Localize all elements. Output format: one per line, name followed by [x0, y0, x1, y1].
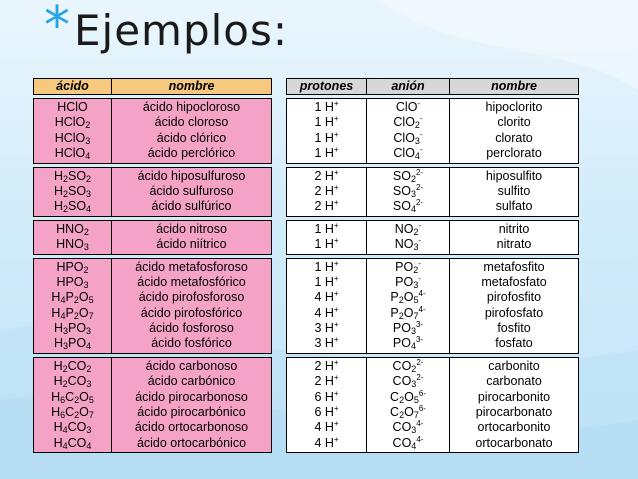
anion-name-cell: hiposulfito: [485, 168, 543, 183]
anion-name-cell: clorato: [495, 130, 533, 145]
anion-name-cell: pirocarbonato: [475, 405, 553, 420]
anion-group: [286, 220, 579, 255]
acid-name-cell: ácido sulfúrico: [151, 199, 232, 214]
anion-formula-cell: $C_2O_7^{6-}$: [390, 404, 426, 421]
acid-formula-cell: HClO: [57, 100, 88, 114]
anion-name-cell: nitrato: [496, 237, 532, 252]
anion-group: [286, 98, 579, 164]
protons-cell: 4 H+: [314, 434, 339, 450]
protons-cell: 4 H+: [314, 419, 339, 435]
acid-name-cell: ácido fosforoso: [149, 321, 234, 336]
acid-formula-cell: $HNO_2$: [56, 221, 89, 237]
acid-name-cell: ácido fosfórico: [151, 336, 232, 351]
acid-group: [33, 220, 272, 255]
acids-table-header: [33, 78, 272, 95]
acid-formula-cell: $H_4P_2O_7$: [51, 305, 94, 321]
acid-name-cell: ácido perclórico: [147, 146, 236, 161]
protons-cell: 2 H+: [314, 182, 339, 198]
anions-table-header: [286, 78, 579, 95]
protons-cell: 2 H+: [314, 198, 339, 214]
anion-name-cell: metafosfito: [483, 259, 545, 274]
acid-formula-column: [34, 221, 112, 254]
anion-name-column: [450, 259, 578, 353]
acid-formula-cell: $H_4P_2O_5$: [51, 290, 94, 306]
acid-formula-cell: $H_3PO_4$: [53, 336, 92, 352]
protons-cell: 4 H+: [314, 289, 339, 305]
anion-name-cell: carbonato: [486, 374, 542, 389]
anion-formula-cell: $PO_3^{3-}$: [392, 320, 424, 337]
acid-name-cell: ácido niítrico: [156, 237, 227, 252]
anion-group: [286, 167, 579, 217]
anion-formula-cell: $CO_3^{2-}$: [392, 373, 424, 390]
acid-name-column: [112, 99, 271, 163]
acid-name-cell: ácido sulfuroso: [149, 183, 234, 198]
protons-column: [287, 99, 367, 163]
acid-name-column: [112, 259, 271, 353]
acid-group: [33, 357, 272, 453]
anion-formula-cell: $SO_4^{2-}$: [392, 198, 424, 215]
anion-formula-cell: ClO$_3$-: [393, 129, 423, 146]
acid-name-cell: ácido pirocarbonoso: [135, 389, 248, 404]
acid-name-cell: ácido carbónico: [147, 374, 236, 389]
anion-formula-cell: $PO_3^-$: [395, 273, 421, 290]
header-acid-name: nombre: [168, 79, 215, 93]
acid-formula-cell: $H_6C_2O_5$: [51, 389, 94, 405]
anion-formula-cell: $SO_3^{2-}$: [392, 182, 424, 199]
acid-formula-column: [34, 259, 112, 353]
acid-name-cell: ácido hiposulfuroso: [137, 168, 246, 183]
acid-name-cell: ácido clórico: [156, 130, 227, 145]
acid-name-cell: ácido carbonoso: [145, 358, 238, 373]
anion-name-cell: sulfato: [495, 199, 533, 214]
anion-name-cell: metafosfato: [481, 274, 547, 289]
protons-cell: 1 H+: [314, 236, 339, 252]
anion-name-cell: carbonito: [488, 358, 540, 373]
anion-name-cell: fosfato: [495, 336, 533, 351]
anion-name-column: [450, 168, 578, 216]
acid-name-cell: ácido cloroso: [154, 115, 229, 130]
anion-name-column: [450, 99, 578, 163]
acid-formula-cell: HClO$_3$: [54, 130, 91, 146]
anion-name-column: [450, 358, 578, 452]
protons-column: [287, 259, 367, 353]
anion-formula-cell: $P_2O_5^{4-}$: [390, 289, 426, 306]
protons-cell: 3 H+: [314, 335, 339, 351]
acid-formula-cell: $H_4CO_4$: [53, 435, 92, 451]
protons-cell: 1 H+: [314, 220, 339, 236]
acid-formula-cell: $H_2SO_3$: [53, 183, 92, 199]
acid-group: [33, 98, 272, 164]
anion-name-cell: sulfito: [497, 183, 531, 198]
protons-column: [287, 221, 367, 254]
anion-group: [286, 357, 579, 453]
anion-name-cell: hipoclorito: [485, 100, 543, 114]
protons-cell: 6 H+: [314, 404, 339, 420]
anion-formula-cell: ClO$_2$-: [393, 114, 423, 131]
protons-cell: 2 H+: [314, 373, 339, 389]
protons-cell: 4 H+: [314, 304, 339, 320]
protons-cell: 1 H+: [314, 114, 339, 130]
anion-name-column: [450, 221, 578, 254]
acid-name-cell: ácido pirocarbónico: [137, 405, 246, 420]
acid-formula-cell: $HPO_2$: [56, 259, 89, 275]
protons-cell: 2 H+: [314, 357, 339, 373]
acid-name-cell: ácido metafosforoso: [135, 259, 248, 274]
anion-formula-cell: $P_2O_7^{4-}$: [390, 304, 426, 321]
header-anion-name: nombre: [491, 79, 537, 93]
anion-name-cell: nitrito: [498, 221, 530, 236]
acid-formula-cell: $H_2SO_4$: [53, 199, 92, 215]
protons-cell: 1 H+: [314, 273, 339, 289]
protons-cell: 1 H+: [314, 129, 339, 145]
anion-formula-cell: $NO_3^-$: [394, 236, 422, 253]
anion-name-cell: pirofosfato: [484, 305, 544, 320]
anion-formula-column: [367, 168, 450, 216]
acid-name-cell: ácido metafosfórico: [137, 274, 246, 289]
anion-formula-column: [367, 99, 450, 163]
anion-name-cell: pirofosfito: [486, 290, 542, 305]
acid-formula-cell: $H_2SO_2$: [53, 168, 92, 184]
anion-formula-cell: $CO_2^{2-}$: [392, 357, 424, 374]
header-acid: ácido: [34, 79, 112, 94]
anion-name-cell: clorito: [497, 115, 531, 130]
acid-formula-column: [34, 99, 112, 163]
acid-formula-cell: $H_4CO_3$: [53, 420, 92, 436]
anion-formula-column: [367, 221, 450, 254]
acid-formula-cell: $HPO_3$: [56, 274, 89, 290]
anion-name-cell: pirocarbonito: [477, 389, 551, 404]
protons-cell: 2 H+: [314, 167, 339, 183]
header-protons: protones: [287, 79, 367, 94]
anion-formula-cell: ClO$_4$-: [393, 145, 423, 162]
protons-cell: 1 H+: [314, 145, 339, 161]
anion-name-cell: perclorato: [486, 146, 542, 161]
anion-formula-cell: $CO_3^{4-}$: [392, 419, 424, 436]
anion-name-cell: ortocarbonito: [477, 420, 551, 435]
protons-cell: 3 H+: [314, 320, 339, 336]
anion-name-cell: fosfito: [497, 321, 531, 336]
acid-formula-cell: HClO$_4$: [54, 146, 91, 162]
anion-name-cell: ortocarbonato: [475, 435, 553, 450]
anion-formula-cell: $NO_2^-$: [394, 220, 422, 237]
anion-formula-cell: $PO_2^-$: [395, 258, 421, 275]
anion-formula-cell: $SO_2^{2-}$: [392, 167, 424, 184]
acid-formula-cell: $HNO_3$: [56, 237, 89, 253]
protons-column: [287, 168, 367, 216]
acid-name-cell: ácido hipocloroso: [142, 100, 241, 114]
protons-column: [287, 358, 367, 452]
acid-formula-column: [34, 358, 112, 452]
acid-formula-cell: $H_2CO_2$: [53, 358, 92, 374]
acid-name-cell: ácido pirofosforoso: [138, 290, 245, 305]
acid-formula-cell: $H_6C_2O_7$: [51, 405, 94, 421]
protons-cell: 1 H+: [314, 258, 339, 274]
asterisk-bullet-icon: *: [44, 0, 70, 56]
anion-formula-cell: ClO-: [395, 99, 421, 114]
acid-name-cell: ácido ortocarbónico: [136, 435, 247, 450]
protons-cell: 1 H+: [314, 99, 339, 114]
acid-formula-cell: $H_2CO_3$: [53, 374, 92, 390]
anion-group: [286, 258, 579, 354]
acid-name-cell: ácido nitroso: [156, 221, 227, 236]
anions-table: [286, 78, 579, 453]
acid-name-column: [112, 168, 271, 216]
acid-formula-cell: $H_3PO_3$: [53, 321, 92, 337]
anion-formula-column: [367, 358, 450, 452]
acid-name-cell: ácido ortocarbonoso: [134, 420, 249, 435]
acid-name-cell: ácido pirofosfórico: [140, 305, 243, 320]
acid-formula-column: [34, 168, 112, 216]
acid-group: [33, 167, 272, 217]
acids-table: [33, 78, 272, 453]
acid-group: [33, 258, 272, 354]
anion-formula-cell: $PO_4^{3-}$: [392, 335, 424, 352]
anion-formula-cell: $CO_4^{4-}$: [392, 434, 424, 451]
acid-name-column: [112, 221, 271, 254]
acid-name-column: [112, 358, 271, 452]
header-anion: anión: [367, 79, 450, 94]
anion-formula-cell: $C_2O_5^{6-}$: [390, 388, 426, 405]
anion-formula-column: [367, 259, 450, 353]
protons-cell: 6 H+: [314, 388, 339, 404]
acid-formula-cell: HClO$_2$: [54, 115, 91, 131]
slide-title: Ejemplos:: [74, 6, 289, 55]
